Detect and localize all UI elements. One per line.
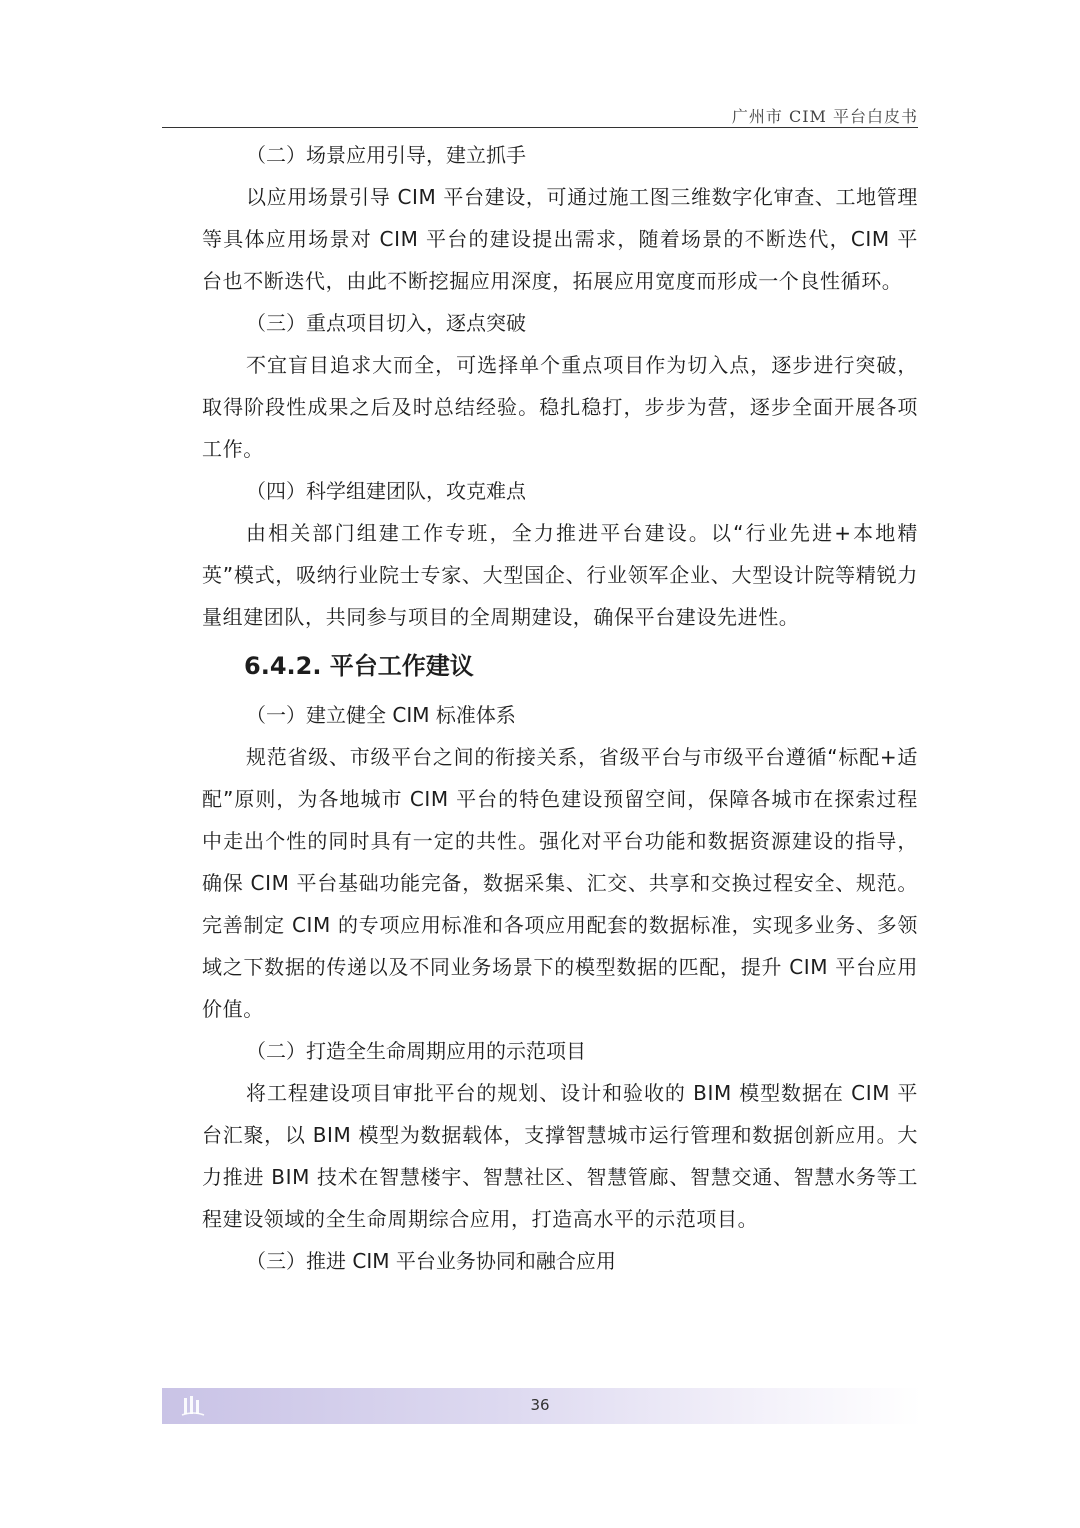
page-number: 36 (530, 1396, 550, 1414)
subheading-demo-projects: （二）打造全生命周期应用的示范项目 (246, 1039, 586, 1063)
subheading-team-building: （四）科学组建团队，攻克难点 (246, 479, 526, 503)
subheading-standard-system: （一）建立健全 CIM 标准体系 (246, 703, 516, 727)
section-heading-platform-suggestions: 6.4.2. 平台工作建议 (244, 652, 474, 680)
header-divider (162, 127, 918, 128)
subheading-key-projects: （三）重点项目切入，逐点突破 (246, 311, 526, 335)
subheading-scenario-guidance: （二）场景应用引导，建立抓手 (246, 143, 526, 167)
paragraph-standard-system: 规范省级、市级平台之间的衔接关系，省级平台与市级平台遵循“标配+适配”原则，为各地城市 CIM 平台的特色建设预留空间，保障各城市在探索过程中走出个性的同时具有一定的共性。强化对平台功能和数据资源建设的指导，确保 CIM 平台基础功能完备，数据采集、汇交、共享和交换过程安全、规范。完善制定 CIM 的专项应用标准和各项应用配套的数据标准，实现多业务、多领域之下数据的传递以及不同业务场景下的模型数据的匹配，提升 CIM 平台应用价值。 (202, 745, 918, 1021)
subheading-business-collaboration: （三）推进 CIM 平台业务协同和融合应用 (246, 1249, 616, 1273)
paragraph-demo-projects: 将工程建设项目审批平台的规划、设计和验收的 BIM 模型数据在 CIM 平台汇聚，以 BIM 模型为数据载体，支撑智慧城市运行管理和数据创新应用。大力推进 BIM 技术在智慧楼宇、智慧社区、智慧管廊、智慧交通、智慧水务等工程建设领域的全生命周期综合应用，打造高水平的示范项目。 (202, 1081, 918, 1231)
paragraph-team-building: 由相关部门组建工作专班，全力推进平台建设。以“行业先进+本地精英”模式，吸纳行业院士专家、大型国企、行业领军企业、大型设计院等精锐力量组建团队，共同参与项目的全周期建设，确保平台建设先进性。 (202, 521, 918, 629)
paragraph-key-projects: 不宜盲目追求大而全，可选择单个重点项目作为切入点，逐步进行突破，取得阶段性成果之后及时总结经验。稳扎稳打，步步为营，逐步全面开展各项工作。 (202, 353, 918, 461)
running-header-title: 广州市 CIM 平台白皮书 (731, 107, 918, 126)
page-body (202, 134, 918, 1282)
paragraph-scenario-guidance: 以应用场景引导 CIM 平台建设，可通过施工图三维数字化审查、工地管理等具体应用场景对 CIM 平台的建设提出需求，随着场景的不断迭代，CIM 平台也不断迭代，由此不断挖掘应用深度，拓展应用宽度而形成一个良性循环。 (202, 185, 918, 293)
